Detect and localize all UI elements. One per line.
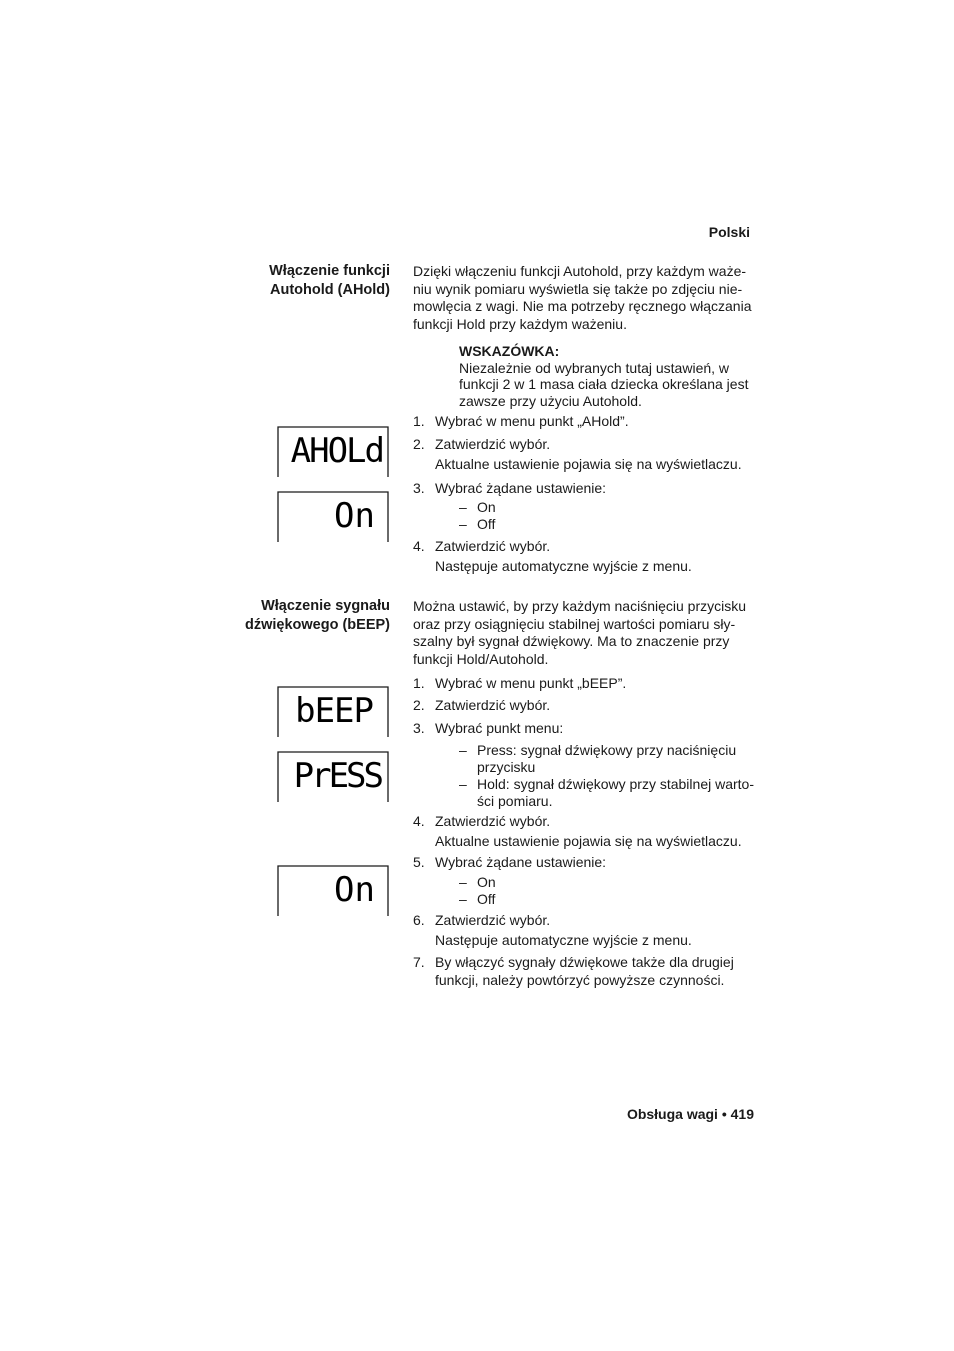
note-title: WSKAZÓWKA:: [459, 343, 560, 359]
step-item: [413, 912, 758, 949]
step-number: 2.: [413, 697, 425, 713]
section-intro: [413, 598, 758, 668]
option-item: – Off: [459, 891, 759, 908]
lcd-text: bEEP: [295, 691, 373, 731]
lcd-frame: [277, 491, 389, 543]
step-item: [413, 813, 758, 850]
lcd-frame: [277, 865, 389, 917]
note-block: [459, 343, 759, 409]
lcd-frame: [277, 751, 389, 803]
step-text: Zatwierdzić wybór.: [435, 912, 551, 928]
intro-line: szalny był sygnał dźwiękowy. Ma to znaczenie przy: [413, 633, 730, 649]
lcd-display-on: [277, 491, 389, 541]
step-text: Zatwierdzić wybór.: [435, 813, 551, 829]
step-number: 4.: [413, 538, 425, 554]
option-item: – On: [459, 874, 759, 891]
step-text: Zatwierdzić wybór.: [435, 436, 551, 452]
option-list: [459, 499, 759, 533]
lcd-text: PrESS: [293, 756, 381, 796]
lcd-text: AHOLd: [290, 431, 383, 471]
heading-line: dźwiękowego (bEEP): [244, 617, 390, 633]
heading-line: Włączenie funkcji: [269, 263, 390, 279]
step-number: 6.: [413, 912, 425, 928]
step-number: 2.: [413, 436, 425, 452]
section-intro: [413, 263, 758, 333]
option-list: [459, 874, 759, 908]
note-line: Niezależnie od wybranych tutaj ustawień, w: [459, 359, 730, 376]
option-item: [459, 776, 759, 810]
step-text: Wybrać punkt menu:: [435, 720, 564, 736]
lcd-display-beep: [277, 686, 389, 736]
option-item: [459, 742, 759, 776]
step-text: By włączyć sygnały dźwiękowe także dla drugiej: [435, 954, 734, 970]
step-item: [413, 854, 758, 872]
intro-line: funkcji Hold/Autohold.: [413, 650, 549, 667]
section-heading-autohold: [200, 262, 390, 300]
option-line: ści pomiaru.: [477, 793, 553, 809]
note-line: funkcji 2 w 1 masa ciała dziecka określana jest: [459, 376, 749, 392]
intro-line: mowlęcia z wagi. Nie ma potrzeby ręcznego włączania: [413, 298, 752, 314]
option-line: Press: sygnał dźwiękowy przy naciśnięciu: [477, 742, 737, 758]
heading-line: Autohold (AHold): [270, 282, 390, 298]
step-text-continued: funkcji, należy powtórzyć powyższe czynności.: [435, 971, 725, 988]
step-item: [413, 954, 758, 989]
intro-line: funkcji Hold przy każdym ważeniu.: [413, 315, 627, 332]
step-number: 3.: [413, 480, 425, 496]
step-subtext: Aktualne ustawienie pojawia się na wyświetlaczu.: [435, 832, 742, 849]
step-text: Wybrać w menu punkt „AHold”.: [435, 413, 629, 429]
step-text: Wybrać żądane ustawienie:: [435, 480, 607, 496]
step-number: 1.: [413, 413, 425, 429]
option-line: Hold: sygnał dźwiękowy przy stabilnej warto-: [477, 776, 754, 792]
option-item: – Off: [459, 516, 759, 533]
lcd-display-on: [277, 865, 389, 915]
option-list: [459, 742, 759, 810]
step-number: 4.: [413, 813, 425, 829]
step-item: [413, 480, 758, 498]
step-text: Zatwierdzić wybór.: [435, 697, 551, 713]
step-text: Wybrać w menu punkt „bEEP”.: [435, 675, 627, 691]
intro-line: oraz przy osiągnięciu stabilnej wartości pomiaru sły-: [413, 615, 736, 632]
step-subtext: Aktualne ustawienie pojawia się na wyświetlaczu.: [435, 455, 742, 472]
step-subtext: Następuje automatyczne wyjście z menu.: [435, 931, 692, 948]
lcd-display-press: [277, 751, 389, 801]
lcd-text: On: [334, 496, 375, 536]
intro-line: Można ustawić, by przy każdym naciśnięciu przycisku: [413, 598, 747, 614]
step-text: Wybrać żądane ustawienie:: [435, 854, 607, 870]
step-item: [413, 675, 758, 693]
section-heading-beep: [200, 597, 390, 635]
step-subtext: Następuje automatyczne wyjście z menu.: [435, 557, 692, 574]
option-item: – On: [459, 499, 759, 516]
lcd-text: On: [334, 870, 375, 910]
step-item: [413, 697, 758, 715]
lcd-frame: [277, 426, 389, 478]
step-text: Zatwierdzić wybór.: [435, 538, 551, 554]
step-number: 5.: [413, 854, 425, 870]
step-item: [413, 538, 758, 575]
lcd-frame: [277, 686, 389, 738]
step-item: [413, 436, 758, 473]
lcd-display-ahold: [277, 426, 389, 476]
page-footer: Obsługa wagi • 419: [626, 1106, 754, 1122]
step-number: 7.: [413, 954, 425, 970]
note-line: zawsze przy użyciu Autohold.: [459, 392, 642, 409]
option-line: przycisku: [477, 759, 536, 775]
step-number: 1.: [413, 675, 425, 691]
intro-line: niu wynik pomiaru wyświetla się także po zdjęciu nie-: [413, 280, 743, 297]
step-item: [413, 413, 758, 431]
step-item: [413, 720, 758, 738]
heading-line: Włączenie sygnału: [261, 598, 390, 614]
intro-line: Dzięki włączeniu funkcji Autohold, przy każdym waże-: [413, 263, 747, 279]
language-label: Polski: [708, 224, 750, 240]
step-number: 3.: [413, 720, 425, 736]
